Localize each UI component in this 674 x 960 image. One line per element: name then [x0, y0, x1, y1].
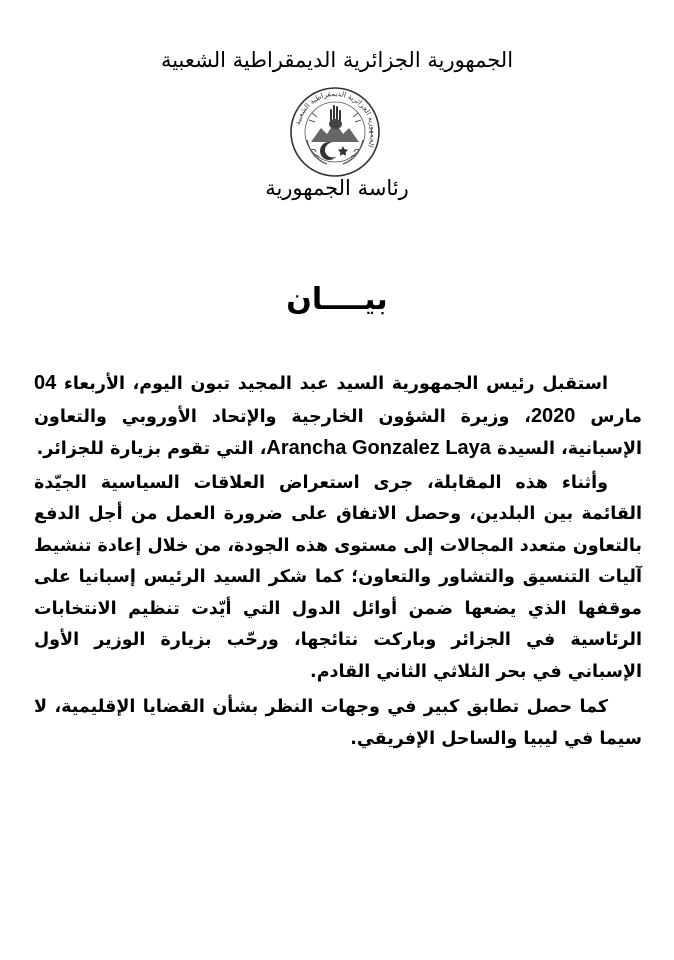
- date-year: 2020: [530, 404, 576, 427]
- minister-name: Arancha Gonzalez Laya: [266, 437, 491, 459]
- paragraph-2: وأثناء هذه المقابلة، جرى استعراض العلاقات السياسية الجيّدة القائمة بين البلدين، وحصل الاتفاق على ضرورة العمل من أجل الدفع بالتعاون متعدد المجالات إلى مستوى هذه الجودة، من خلال إعادة تنشيط آليات التنسيق والتشاور والتعاون؛ كما شكر السيد الرئيس إسبانيا على موقفها الذي يضعها ضمن أوائل الدول التي أيّدت تنظيم الانتخابات الرئاسية في الجزائر وباركت نتائجها، ورحّب بزيارة الوزير الأول الإسباني في بحر الثلاثي الثاني القادم.: [34, 472, 642, 682]
- statement-body: [34, 368, 642, 755]
- presidency-title: رئاسة الجمهورية: [265, 176, 409, 200]
- statement-title: بيــــان: [286, 282, 388, 317]
- paragraph-1: استقبل رئيس الجمهورية السيد عبد المجيد تبون اليوم، الأربعاء 04 مارس 2020، وزيرة الشؤون الخارجية والإتحاد الأوروبي والتعاون الإسبانية، السيدة Arancha Gonzalez Laya، التي تقوم بزيارة للجزائر.: [34, 372, 642, 459]
- republic-title: الجمهورية الجزائرية الديمقراطية الشعبية: [160, 48, 514, 72]
- emblem-seal-text: الجمهورية الجزائرية الديمقراطية الشعبية: [292, 88, 379, 149]
- national-emblem-icon: [287, 84, 383, 180]
- date-day: 04: [34, 372, 57, 394]
- paragraph-3: كما حصل تطابق كبير في وجهات النظر بشأن القضايا الإقليمية، لا سيما في ليبيا والساحل الإفريقي.: [34, 697, 642, 749]
